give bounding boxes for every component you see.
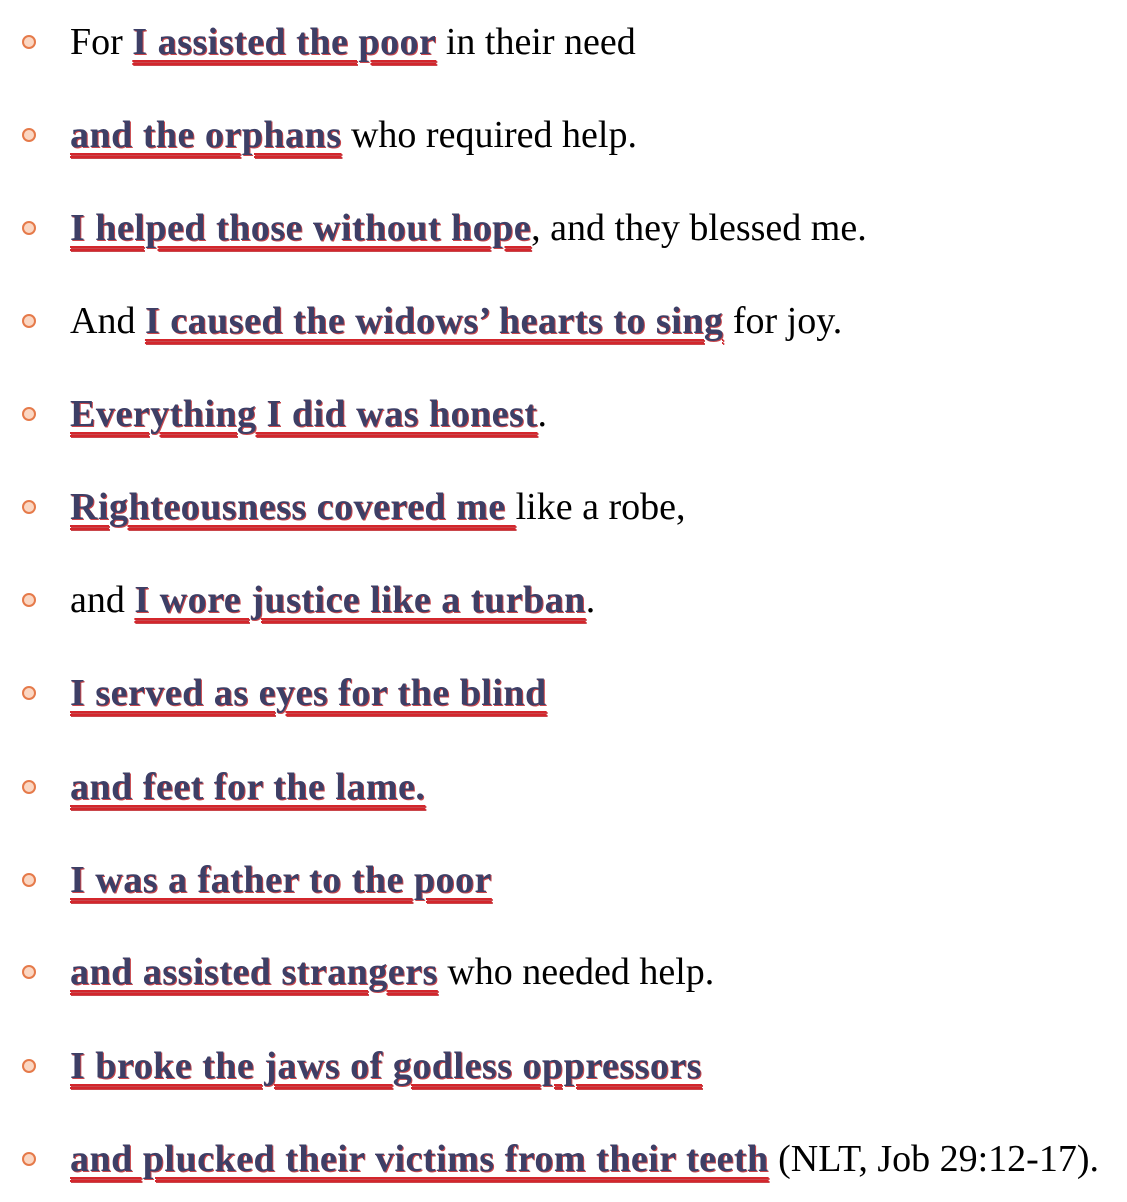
verse-line <box>70 477 685 537</box>
circle-bullet-icon <box>22 128 36 142</box>
line-suffix: who required help. <box>341 114 637 156</box>
line-prefix: And <box>70 300 145 342</box>
verse-line <box>70 105 637 165</box>
line-suffix: like a robe, <box>515 486 686 528</box>
verse-line <box>70 12 636 72</box>
line-suffix: , and they blessed me. <box>531 207 867 249</box>
highlighted-phrase: I wore justice like a turban <box>134 579 586 621</box>
circle-bullet-icon <box>22 873 36 887</box>
verse-line <box>70 942 714 1002</box>
line-suffix: for joy. <box>723 300 843 342</box>
highlighted-phrase: I caused the widows’ hearts to sing <box>144 300 724 342</box>
highlighted-phrase: I broke the jaws of godless oppressors <box>70 1045 702 1087</box>
line-suffix: . <box>537 393 547 435</box>
verse-line <box>70 291 842 351</box>
circle-bullet-icon <box>22 221 36 235</box>
highlighted-phrase: I helped those without hope <box>70 207 532 249</box>
line-suffix: . <box>585 579 596 621</box>
verse-line <box>70 850 492 910</box>
line-prefix: and <box>70 579 135 621</box>
list-item <box>0 1036 1127 1096</box>
highlighted-phrase: I was a father to the poor <box>70 859 492 901</box>
line-suffix: who needed help. <box>437 951 715 993</box>
list-item <box>0 105 1127 165</box>
highlighted-phrase: and feet for the lame. <box>70 766 426 808</box>
list-item <box>0 570 1127 630</box>
highlighted-phrase: and plucked their victims from their teeth <box>70 1138 769 1180</box>
highlighted-phrase: I assisted the poor <box>132 21 437 63</box>
list-item <box>0 663 1127 723</box>
verse-line <box>70 198 867 258</box>
highlighted-phrase: and the orphans <box>70 114 342 156</box>
list-item <box>0 384 1127 444</box>
verse-line <box>70 1036 702 1096</box>
circle-bullet-icon <box>22 593 36 607</box>
highlighted-phrase: and assisted strangers <box>70 951 438 993</box>
list-item <box>0 1129 1127 1189</box>
list-item <box>0 12 1127 72</box>
line-prefix: For <box>70 21 133 63</box>
circle-bullet-icon <box>22 965 36 979</box>
list-item <box>0 850 1127 910</box>
circle-bullet-icon <box>22 500 36 514</box>
verse-line <box>70 570 595 630</box>
circle-bullet-icon <box>22 780 36 794</box>
circle-bullet-icon <box>22 314 36 328</box>
circle-bullet-icon <box>22 407 36 421</box>
highlighted-phrase: Everything I did was honest <box>70 393 538 435</box>
circle-bullet-icon <box>22 1059 36 1073</box>
list-item <box>0 477 1127 537</box>
line-suffix: (NLT, Job 29:12-17). <box>768 1138 1099 1180</box>
list-item <box>0 291 1127 351</box>
list-item <box>0 942 1127 1002</box>
line-suffix: in their need <box>436 21 636 63</box>
circle-bullet-icon <box>22 1152 36 1166</box>
verse-line <box>70 384 547 444</box>
verse-line <box>70 663 547 723</box>
verse-line <box>70 1129 1099 1189</box>
circle-bullet-icon <box>22 686 36 700</box>
list-item <box>0 198 1127 258</box>
circle-bullet-icon <box>22 35 36 49</box>
highlighted-phrase: Righteousness covered me <box>70 486 516 528</box>
highlighted-phrase: I served as eyes for the blind <box>70 672 547 714</box>
verse-line <box>70 757 425 817</box>
list-item <box>0 757 1127 817</box>
